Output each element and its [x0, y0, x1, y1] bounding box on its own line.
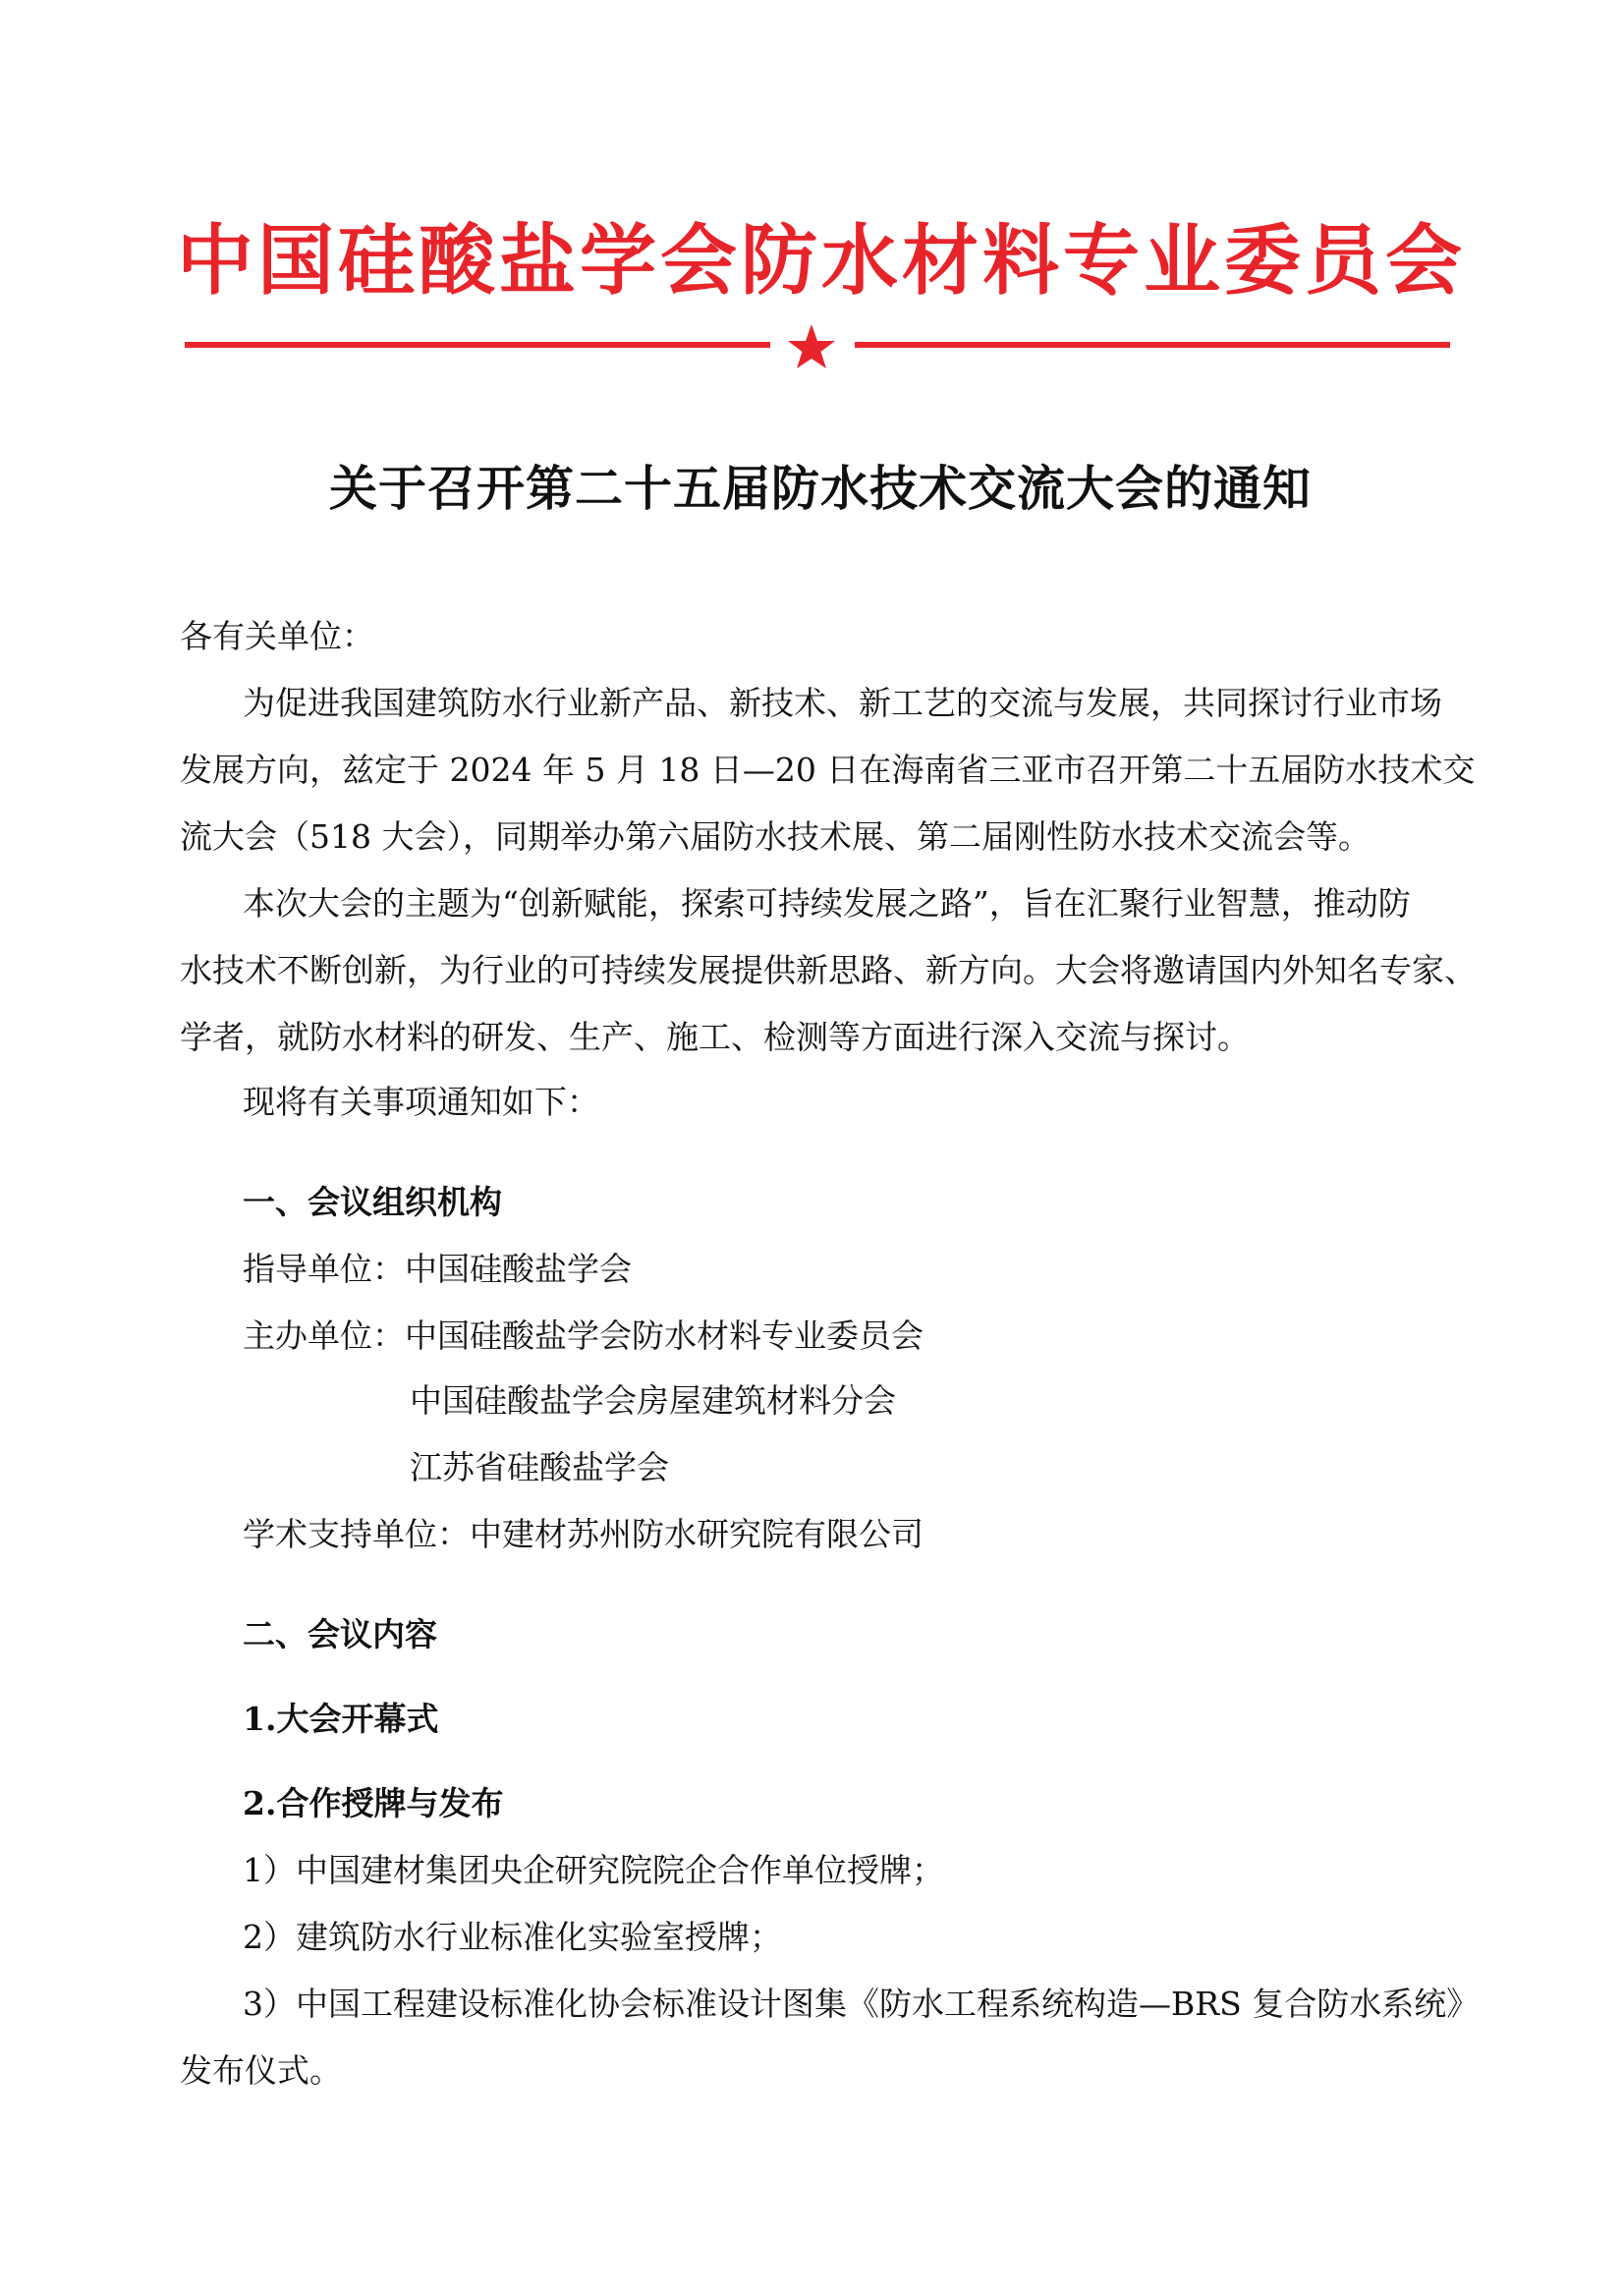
notice-intro: 现将有关事项通知如下： [243, 1083, 599, 1121]
paragraph-2-line-2: 水技术不断创新，为行业的可持续发展提供新思路、新方向。大会将邀请国内外知名专家、 [180, 951, 1477, 989]
header-divider-left [185, 342, 770, 348]
paragraph-1-line-2: 发展方向，兹定于 2024 年 5 月 18 日—20 日在海南省三亚市召开第二十五届防水技术交 [180, 751, 1476, 789]
star-icon [786, 322, 837, 371]
guide-unit: 指导单位：中国硅酸盐学会 [243, 1250, 632, 1288]
host-unit-3: 江苏省硅酸盐学会 [410, 1448, 669, 1486]
paragraph-2-line-1: 本次大会的主题为“创新赋能，探索可持续发展之路”，旨在汇聚行业智慧，推动防 [243, 884, 1411, 923]
list-item: 1）中国建材集团央企研究院院企合作单位授牌； [243, 1851, 944, 1889]
paragraph-2-line-3: 学者，就防水材料的研发、生产、施工、检测等方面进行深入交流与探讨。 [180, 1018, 1250, 1056]
list-item-continuation: 发布仪式。 [180, 2051, 342, 2090]
section-1-heading: 一、会议组织机构 [243, 1183, 502, 1221]
item-2-heading: 2.合作授牌与发布 [243, 1784, 504, 1822]
section-2-heading: 二、会议内容 [243, 1615, 437, 1653]
header-divider-right [855, 342, 1450, 348]
document-title: 关于召开第二十五届防水技术交流大会的通知 [328, 460, 1312, 517]
organization-header: 中国硅酸盐学会防水材料专业委员会 [177, 216, 1467, 306]
list-item: 3）中国工程建设标准化协会标准设计图集《防水工程系统构造—BRS 复合防水系统》 [243, 1985, 1480, 2023]
host-unit-1: 主办单位：中国硅酸盐学会防水材料专业委员会 [243, 1316, 923, 1355]
academic-support-unit: 学术支持单位：中建材苏州防水研究院有限公司 [243, 1515, 923, 1553]
item-1-heading: 1.大会开幕式 [243, 1700, 439, 1738]
list-item: 2）建筑防水行业标准化实验室授牌； [243, 1918, 782, 1956]
salutation: 各有关单位： [180, 617, 374, 655]
host-unit-2: 中国硅酸盐学会房屋建筑材料分会 [410, 1381, 896, 1420]
paragraph-1-line-1: 为促进我国建筑防水行业新产品、新技术、新工艺的交流与发展，共同探讨行业市场 [243, 684, 1442, 722]
paragraph-1-line-3: 流大会（518 大会），同期举办第六届防水技术展、第二届刚性防水技术交流会等。 [180, 817, 1371, 856]
